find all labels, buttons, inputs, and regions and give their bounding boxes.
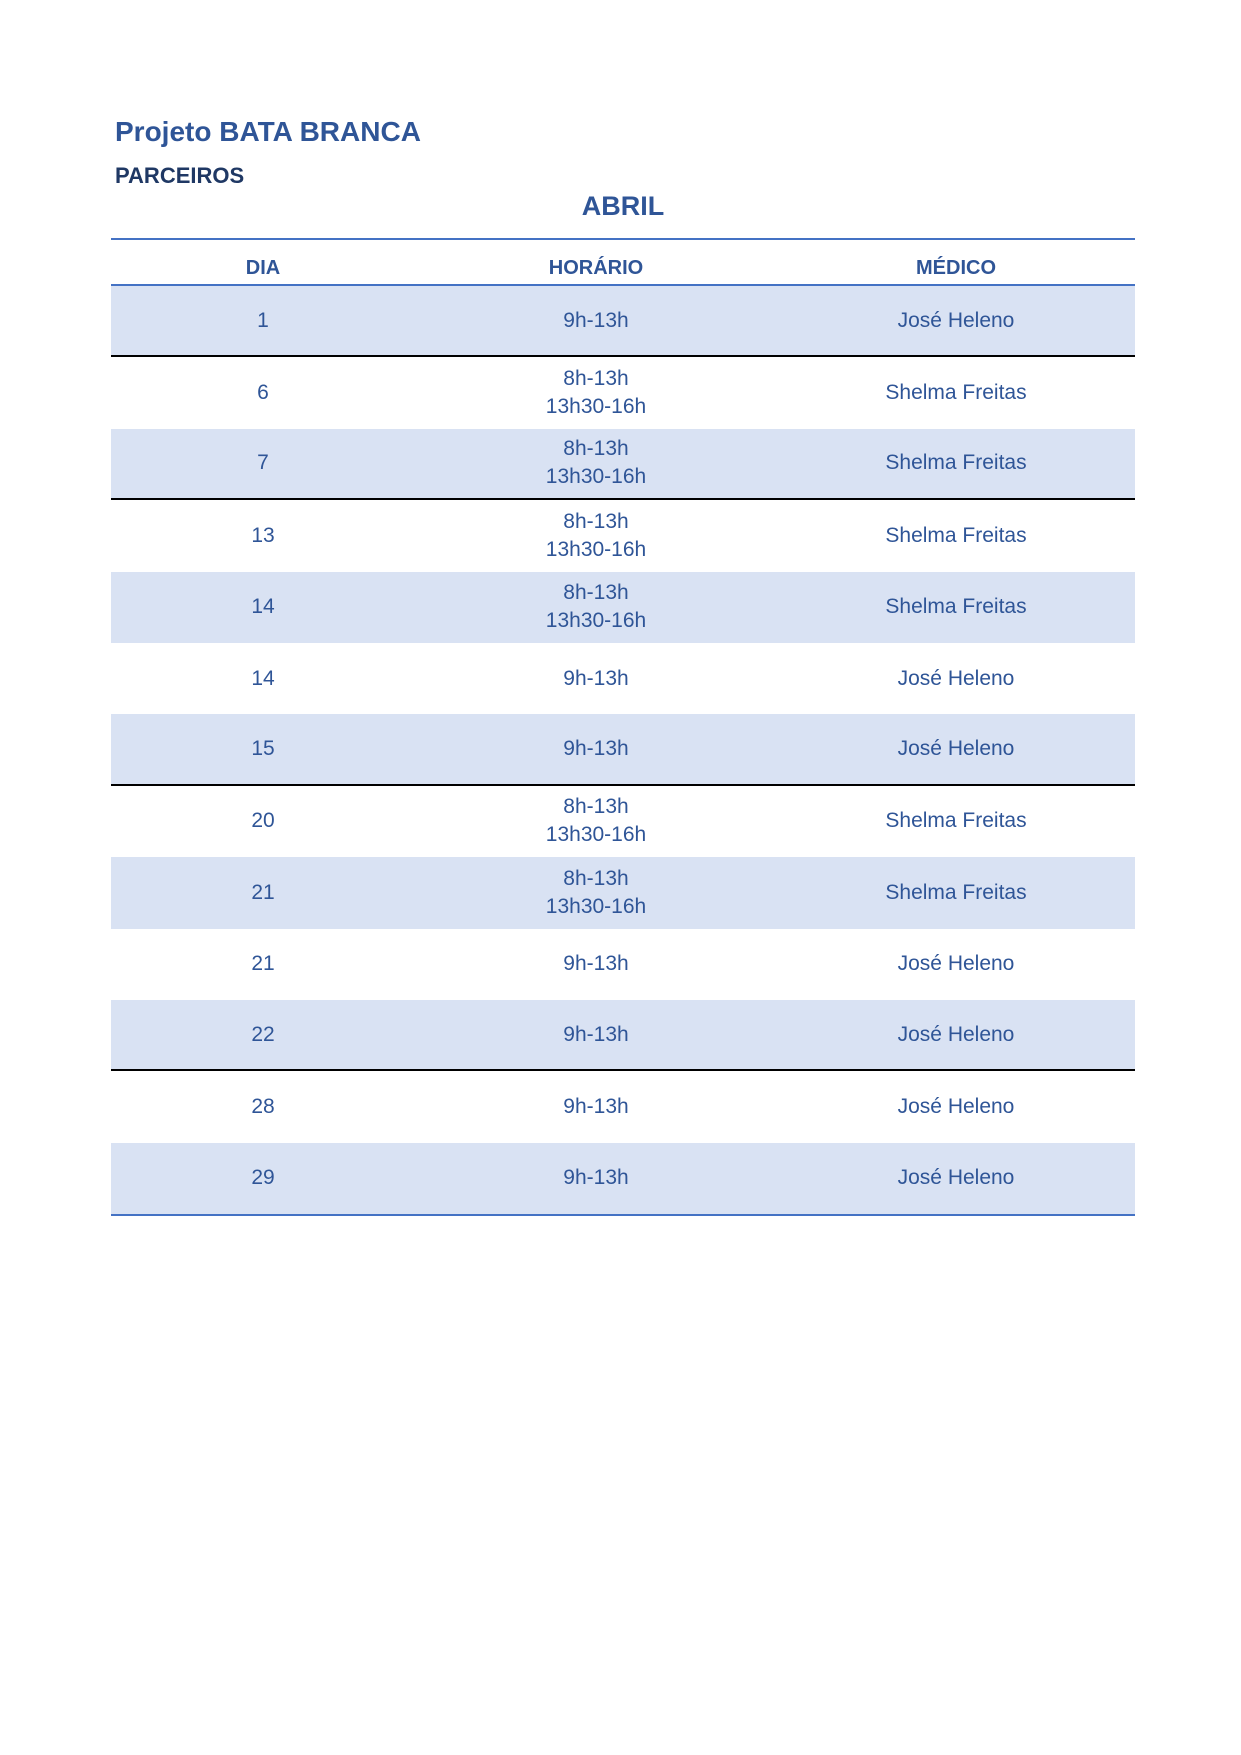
- horario-slot: 8h-13h: [563, 866, 629, 890]
- schedule-table: [111, 238, 1135, 1216]
- cell-medico: Shelma Freitas: [885, 880, 1027, 904]
- cell-horario: [415, 1143, 777, 1214]
- table-row: [111, 786, 1135, 857]
- cell-dia: 28: [251, 1094, 275, 1118]
- table-header-row: [111, 240, 1135, 286]
- horario-slot: 9h-13h: [563, 1166, 629, 1190]
- table-row: [111, 429, 1135, 500]
- horario-lines: [563, 1164, 628, 1192]
- cell-horario: [415, 429, 777, 498]
- horario-lines: [563, 950, 628, 978]
- cell-dia: 21: [251, 880, 275, 904]
- cell-dia: 22: [251, 1022, 275, 1046]
- horario-slot: 13h30-16h: [545, 537, 647, 561]
- document-title: Projeto BATA BRANCA: [115, 116, 421, 147]
- cell-dia: 15: [251, 737, 275, 761]
- horario-slot: 9h-13h: [563, 666, 629, 690]
- table-row: [111, 643, 1135, 714]
- header-dia: DIA: [245, 257, 281, 279]
- horario-slot: 8h-13h: [563, 581, 629, 605]
- horario-slot: 13h30-16h: [545, 465, 647, 489]
- cell-medico: José Heleno: [897, 1094, 1015, 1118]
- cell-dia: 1: [257, 308, 269, 332]
- table-row: [111, 1071, 1135, 1142]
- horario-slot: 13h30-16h: [545, 894, 647, 918]
- cell-medico: Shelma Freitas: [885, 451, 1027, 475]
- horario-slot: 13h30-16h: [545, 609, 647, 633]
- table-row: [111, 929, 1135, 1000]
- cell-medico: José Heleno: [897, 666, 1015, 690]
- horario-slot: 9h-13h: [563, 1022, 629, 1046]
- horario-slot: 8h-13h: [563, 509, 629, 533]
- horario-lines: [546, 365, 646, 421]
- cell-medico: Shelma Freitas: [885, 523, 1027, 547]
- cell-dia: 14: [251, 666, 275, 690]
- header-horario: HORÁRIO: [548, 257, 644, 279]
- cell-horario: [415, 714, 777, 783]
- cell-medico: José Heleno: [897, 737, 1015, 761]
- horario-lines: [563, 307, 628, 335]
- horario-slot: 9h-13h: [563, 737, 629, 761]
- month-title: ABRIL: [581, 191, 665, 221]
- header-medico: MÉDICO: [916, 257, 996, 279]
- table-body: [111, 286, 1135, 1214]
- cell-horario: [415, 572, 777, 643]
- cell-dia: 20: [251, 809, 275, 833]
- cell-horario: [415, 786, 777, 857]
- cell-dia: 7: [257, 451, 269, 475]
- cell-medico: José Heleno: [897, 952, 1015, 976]
- table-row: [111, 1000, 1135, 1071]
- horario-slot: 8h-13h: [563, 367, 629, 391]
- cell-horario: [415, 286, 777, 355]
- cell-medico: Shelma Freitas: [885, 381, 1027, 405]
- cell-horario: [415, 857, 777, 928]
- cell-dia: 21: [251, 952, 275, 976]
- cell-horario: [415, 643, 777, 714]
- horario-lines: [563, 735, 628, 763]
- table-row: [111, 357, 1135, 428]
- cell-medico: José Heleno: [897, 1166, 1015, 1190]
- horario-slot: 13h30-16h: [545, 823, 647, 847]
- horario-slot: 8h-13h: [563, 795, 629, 819]
- cell-horario: [415, 929, 777, 1000]
- cell-horario: [415, 1000, 777, 1069]
- horario-slot: 9h-13h: [563, 952, 629, 976]
- horario-lines: [563, 665, 628, 693]
- horario-lines: [546, 865, 646, 921]
- horario-slot: 9h-13h: [563, 1094, 629, 1118]
- cell-horario: [415, 500, 777, 571]
- cell-medico: Shelma Freitas: [885, 595, 1027, 619]
- cell-horario: [415, 1071, 777, 1142]
- horario-lines: [563, 1021, 628, 1049]
- table-row: [111, 286, 1135, 357]
- horario-lines: [563, 1093, 628, 1121]
- cell-medico: José Heleno: [897, 1022, 1015, 1046]
- cell-horario: [415, 357, 777, 428]
- horario-lines: [546, 579, 646, 635]
- cell-medico: Shelma Freitas: [885, 809, 1027, 833]
- table-row: [111, 500, 1135, 571]
- table-row: [111, 714, 1135, 785]
- table-row: [111, 857, 1135, 928]
- horario-lines: [546, 508, 646, 564]
- cell-dia: 29: [251, 1166, 275, 1190]
- cell-dia: 6: [257, 381, 269, 405]
- table-row: [111, 1143, 1135, 1214]
- table-row: [111, 572, 1135, 643]
- horario-lines: [546, 793, 646, 849]
- horario-slot: 13h30-16h: [545, 395, 647, 419]
- cell-dia: 13: [251, 523, 275, 547]
- cell-medico: José Heleno: [897, 308, 1015, 332]
- horario-slot: 8h-13h: [563, 437, 629, 461]
- horario-lines: [546, 435, 646, 491]
- document-subtitle: PARCEIROS: [115, 163, 245, 188]
- horario-slot: 9h-13h: [563, 308, 629, 332]
- cell-dia: 14: [251, 595, 275, 619]
